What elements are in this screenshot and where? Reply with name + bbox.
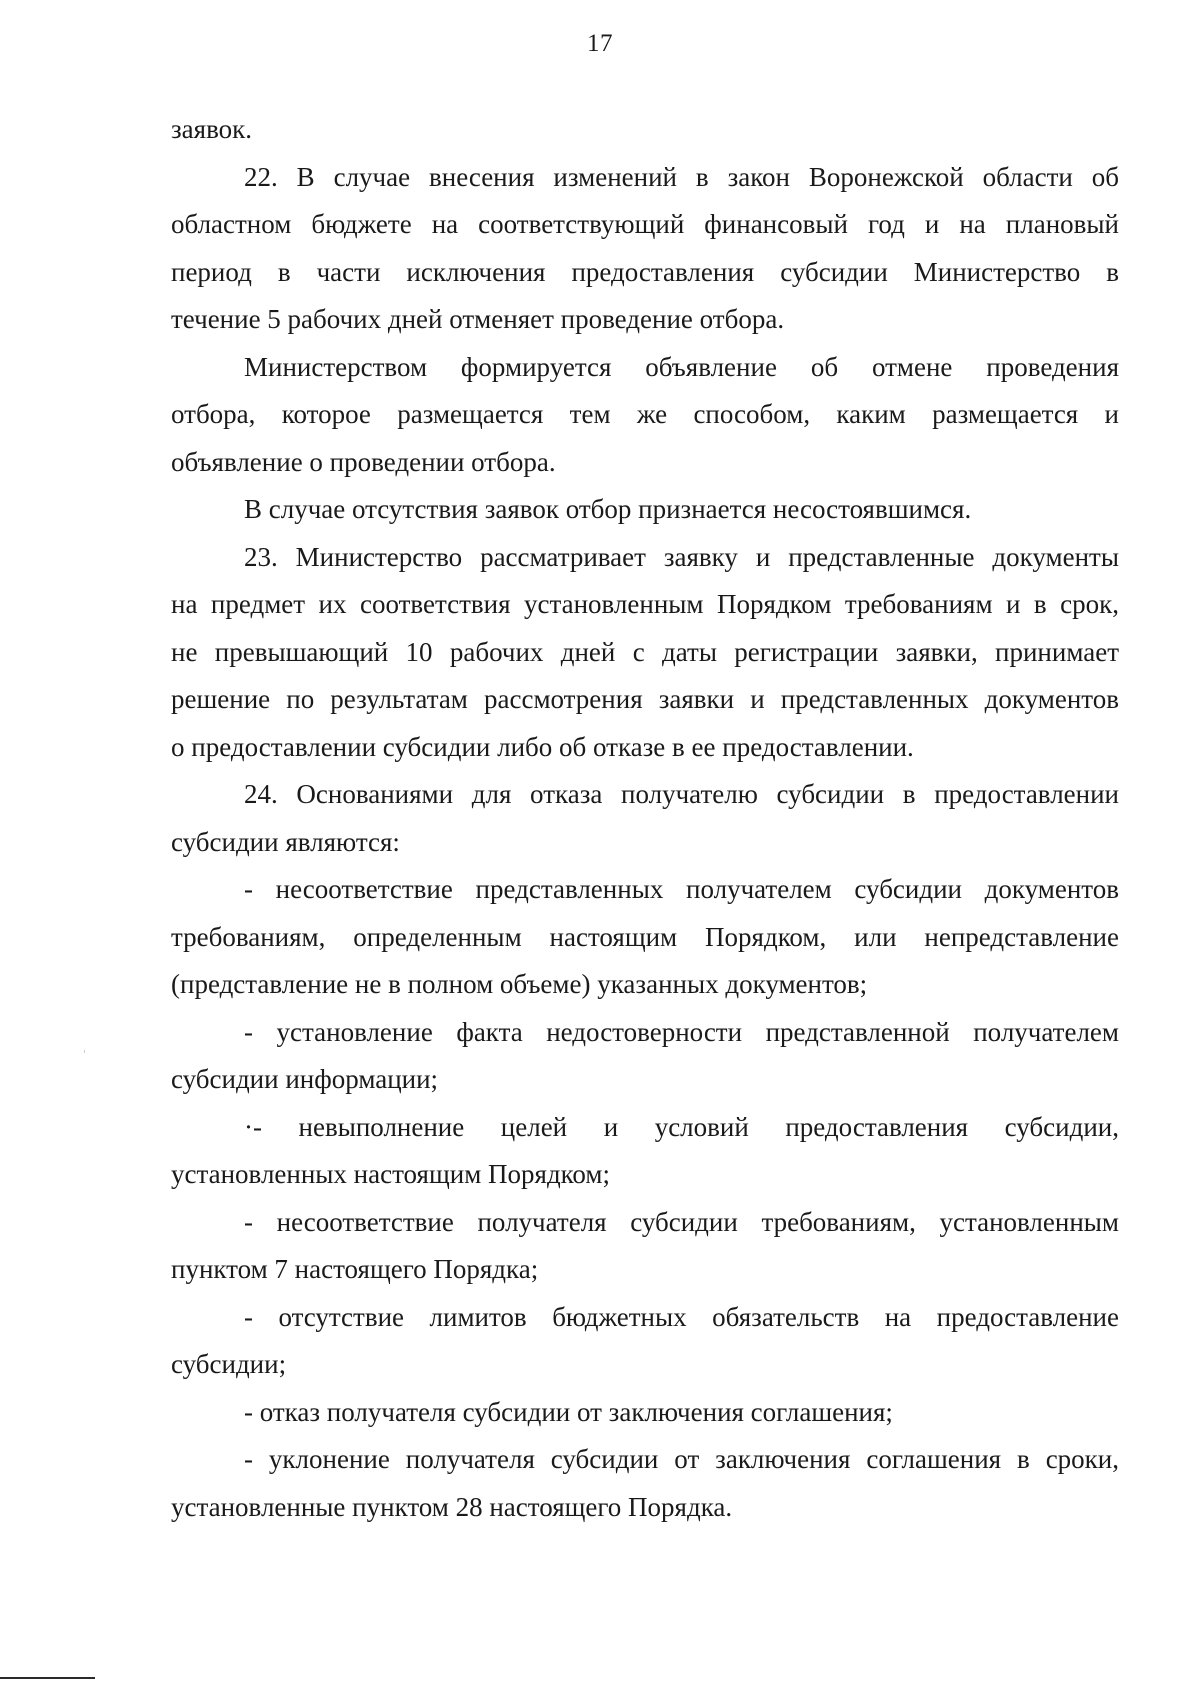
document-body xyxy=(171,106,1119,1531)
text-line: (представление не в полном объеме) указанных документов; xyxy=(171,969,868,999)
text-line: субсидии информации; xyxy=(171,1064,439,1094)
paragraph xyxy=(171,344,1119,487)
text-line: отбора, которое размещается тем же способом, каким размещается и xyxy=(171,399,1119,429)
text-line: Министерством формируется объявление об отмене проведения xyxy=(244,351,1119,382)
text-line: на предмет их соответствия установленным Порядком требованиям и в срок, xyxy=(171,589,1119,619)
text-line: 23. Министерство рассматривает заявку и представленные документы xyxy=(244,541,1119,572)
text-line: период в части исключения предоставления субсидии Министерство в xyxy=(171,256,1119,287)
scan-edge-line xyxy=(0,1677,95,1679)
text-line: - отсутствие лимитов бюджетных обязательств на предоставление xyxy=(244,1301,1119,1332)
text-line: - установление факта недостоверности представленной получателем xyxy=(244,1016,1119,1047)
scan-speck xyxy=(84,1050,85,1053)
text-line: требованиям, определенным настоящим Порядком, или непредставление xyxy=(171,921,1119,952)
paragraph xyxy=(171,106,1119,154)
text-line: заявок. xyxy=(171,114,252,144)
text-line: течение 5 рабочих дней отменяет проведение отбора. xyxy=(171,304,785,334)
list-item xyxy=(171,1436,1119,1531)
text-line: 22. В случае внесения изменений в закон Воронежской области об xyxy=(244,161,1119,192)
text-line: установленных настоящим Порядком; xyxy=(171,1159,611,1189)
text-line: - отказ получателя субсидии от заключения соглашения; xyxy=(244,1396,893,1427)
text-line: ·- невыполнение целей и условий предоставления субсидии, xyxy=(244,1111,1119,1142)
paragraph xyxy=(171,486,1119,534)
text-line: 24. Основаниями для отказа получателю субсидии в предоставлении xyxy=(244,779,1119,809)
text-line: решение по результатам рассмотрения заявки и представленных документов xyxy=(171,684,1119,714)
text-line: субсидии являются: xyxy=(171,826,400,857)
paragraph-item-23 xyxy=(171,534,1119,772)
list-item xyxy=(171,866,1119,1009)
text-line: о предоставлении субсидии либо об отказе в ее предоставлении. xyxy=(171,731,914,762)
page-number: 17 xyxy=(587,30,613,57)
list-item xyxy=(171,1199,1119,1294)
text-line: - уклонение получателя субсидии от заключения соглашения в сроки, xyxy=(244,1444,1119,1474)
list-item xyxy=(171,1389,1119,1437)
paragraph-item-22 xyxy=(171,154,1119,344)
text-line: не превышающий 10 рабочих дней с даты регистрации заявки, принимает xyxy=(171,636,1119,667)
text-line: областном бюджете на соответствующий финансовый год и на плановый xyxy=(171,209,1119,239)
list-item xyxy=(171,1294,1119,1389)
list-item xyxy=(171,1104,1119,1199)
text-line: субсидии; xyxy=(171,1349,287,1379)
text-line: установленные пунктом 28 настоящего Порядка. xyxy=(171,1491,733,1522)
text-line: пунктом 7 настоящего Порядка; xyxy=(171,1254,539,1284)
list-item xyxy=(171,1009,1119,1104)
text-line: В случае отсутствия заявок отбор признается несостоявшимся. xyxy=(244,494,972,524)
paragraph-item-24 xyxy=(171,771,1119,866)
text-line: объявление о проведении отбора. xyxy=(171,446,556,477)
text-line: - несоответствие получателя субсидии требованиям, установленным xyxy=(244,1206,1119,1237)
text-line: - несоответствие представленных получателем субсидии документов xyxy=(244,874,1119,904)
